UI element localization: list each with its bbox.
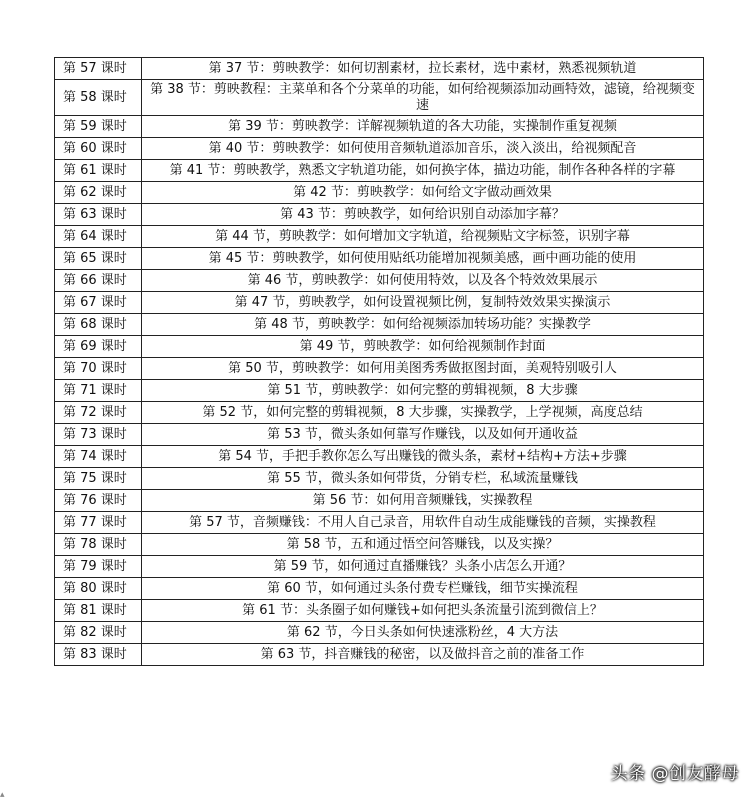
lesson-number-cell: 第 64 课时	[55, 226, 142, 248]
course-schedule-body	[55, 58, 704, 666]
table-row	[55, 182, 704, 204]
lesson-content-cell: 第 43 节：剪映教学，如何给识别自动添加字幕？	[142, 204, 704, 226]
lesson-content-cell: 第 50 节，剪映教学：如何用美图秀秀做抠图封面，美观特别吸引人	[142, 358, 704, 380]
lesson-number-cell: 第 74 课时	[55, 446, 142, 468]
lesson-number-cell: 第 77 课时	[55, 512, 142, 534]
table-row	[55, 248, 704, 270]
lesson-number-cell: 第 63 课时	[55, 204, 142, 226]
table-row	[55, 556, 704, 578]
lesson-number-cell: 第 66 课时	[55, 270, 142, 292]
lesson-content-cell: 第 54 节，手把手教你怎么写出赚钱的微头条，素材+结构+方法+步骤	[142, 446, 704, 468]
lesson-number-cell: 第 78 课时	[55, 534, 142, 556]
table-row	[55, 160, 704, 182]
table-row	[55, 578, 704, 600]
lesson-number-cell: 第 76 课时	[55, 490, 142, 512]
table-row	[55, 402, 704, 424]
lesson-content-cell: 第 62 节，今日头条如何快速涨粉丝，4 大方法	[142, 622, 704, 644]
table-row	[55, 446, 704, 468]
table-row	[55, 600, 704, 622]
table-row	[55, 424, 704, 446]
watermark-logo: 头条 @创友酵母	[610, 764, 739, 784]
table-row	[55, 58, 704, 80]
lesson-content-cell: 第 42 节：剪映教学：如何给文字做动画效果	[142, 182, 704, 204]
table-row	[55, 292, 704, 314]
lesson-content-cell: 第 56 节：如何用音频赚钱，实操教程	[142, 490, 704, 512]
table-row	[55, 622, 704, 644]
lesson-number-cell: 第 69 课时	[55, 336, 142, 358]
lesson-number-cell: 第 61 课时	[55, 160, 142, 182]
lesson-content-cell: 第 61 节：头条圈子如何赚钱+如何把头条流量引流到微信上？	[142, 600, 704, 622]
lesson-content-cell: 第 58 节，五和通过悟空问答赚钱，以及实操？	[142, 534, 704, 556]
lesson-number-cell: 第 65 课时	[55, 248, 142, 270]
lesson-number-cell: 第 81 课时	[55, 600, 142, 622]
corner-mark: ▴	[0, 790, 5, 800]
lesson-number-cell: 第 58 课时	[55, 80, 142, 116]
lesson-number-cell: 第 67 课时	[55, 292, 142, 314]
lesson-content-cell: 第 59 节，如何通过直播赚钱？头条小店怎么开通？	[142, 556, 704, 578]
lesson-content-cell: 第 39 节：剪映教学：详解视频轨道的各大功能，实操制作重复视频	[142, 116, 704, 138]
lesson-number-cell: 第 70 课时	[55, 358, 142, 380]
table-row	[55, 534, 704, 556]
lesson-content-cell: 第 53 节，微头条如何靠写作赚钱，以及如何开通收益	[142, 424, 704, 446]
lesson-content-cell: 第 57 节，音频赚钱：不用人自己录音，用软件自动生成能赚钱的音频，实操教程	[142, 512, 704, 534]
table-row	[55, 644, 704, 666]
table-row	[55, 336, 704, 358]
lesson-content-cell: 第 55 节，微头条如何带货，分销专栏，私域流量赚钱	[142, 468, 704, 490]
table-row	[55, 490, 704, 512]
table-row	[55, 80, 704, 116]
lesson-number-cell: 第 68 课时	[55, 314, 142, 336]
lesson-number-cell: 第 60 课时	[55, 138, 142, 160]
table-row	[55, 116, 704, 138]
lesson-content-cell: 第 38 节：剪映教程：主菜单和各个分菜单的功能，如何给视频添加动画特效，滤镜，给视频变速	[142, 80, 704, 116]
lesson-number-cell: 第 83 课时	[55, 644, 142, 666]
lesson-content-cell: 第 51 节，剪映教学：如何完整的剪辑视频，8 大步骤	[142, 380, 704, 402]
lesson-number-cell: 第 75 课时	[55, 468, 142, 490]
lesson-number-cell: 第 72 课时	[55, 402, 142, 424]
table-row	[55, 380, 704, 402]
lesson-content-cell: 第 44 节，剪映教学：如何增加文字轨道，给视频贴文字标签，识别字幕	[142, 226, 704, 248]
lesson-number-cell: 第 59 课时	[55, 116, 142, 138]
table-row	[55, 226, 704, 248]
lesson-content-cell: 第 37 节：剪映教学：如何切割素材，拉长素材，选中素材，熟悉视频轨道	[142, 58, 704, 80]
table-row	[55, 138, 704, 160]
lesson-content-cell: 第 41 节：剪映教学，熟悉文字轨道功能，如何换字体，描边功能，制作各种各样的字幕	[142, 160, 704, 182]
lesson-number-cell: 第 73 课时	[55, 424, 142, 446]
table-row	[55, 468, 704, 490]
lesson-number-cell: 第 80 课时	[55, 578, 142, 600]
lesson-number-cell: 第 57 课时	[55, 58, 142, 80]
lesson-content-cell: 第 63 节，抖音赚钱的秘密，以及做抖音之前的准备工作	[142, 644, 704, 666]
lesson-number-cell: 第 71 课时	[55, 380, 142, 402]
table-row	[55, 204, 704, 226]
lesson-content-cell: 第 60 节，如何通过头条付费专栏赚钱，细节实操流程	[142, 578, 704, 600]
lesson-content-cell: 第 46 节，剪映教学：如何使用特效，以及各个特效效果展示	[142, 270, 704, 292]
table-row	[55, 314, 704, 336]
table-row	[55, 512, 704, 534]
lesson-content-cell: 第 49 节，剪映教学：如何给视频制作封面	[142, 336, 704, 358]
lesson-content-cell: 第 47 节，剪映教学，如何设置视频比例，复制特效效果实操演示	[142, 292, 704, 314]
lesson-content-cell: 第 40 节：剪映教学：如何使用音频轨道添加音乐，淡入淡出，给视频配音	[142, 138, 704, 160]
table-row	[55, 270, 704, 292]
lesson-content-cell: 第 48 节，剪映教学：如何给视频添加转场功能？实操教学	[142, 314, 704, 336]
lesson-number-cell: 第 79 课时	[55, 556, 142, 578]
table-row	[55, 358, 704, 380]
lesson-number-cell: 第 82 课时	[55, 622, 142, 644]
lesson-number-cell: 第 62 课时	[55, 182, 142, 204]
course-schedule-table	[54, 57, 704, 666]
lesson-content-cell: 第 52 节，如何完整的剪辑视频，8 大步骤，实操教学，上学视频，高度总结	[142, 402, 704, 424]
lesson-content-cell: 第 45 节：剪映教学，如何使用贴纸功能增加视频美感，画中画功能的使用	[142, 248, 704, 270]
